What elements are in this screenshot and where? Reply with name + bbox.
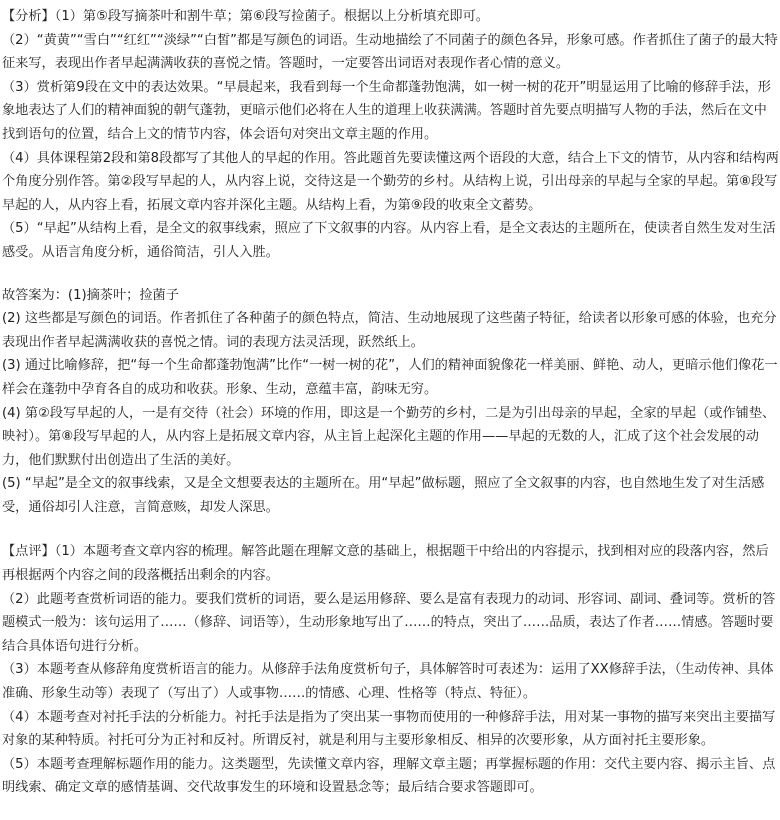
answer-header-line: 故答案为：(1)摘茶叶；捡菌子: [2, 287, 179, 303]
answer-item-2: (2) 这些都是写颜色的词语。作者抓住了各种菌子的颜色特点，简洁、生动地展现了这些菌子特征，给读者以形象可感的体验，也充分表现出作者早起满满收获的喜悦之情。词的表现方法灵活现，跃然纸上。: [2, 311, 777, 350]
answer-item-4: (4) 第②段写早起的人，一是有交待（社会）环境的作用，即这是一个勤劳的乡村，二是为引出母亲的早起，全家的早起（或作铺垫、映衬）。第⑧段写早起的人，从内容上是拓展文章内容，从主旨上起深化主题的作用——早起的无数的人，汇成了这个社会发展的动力，他们默默付出创造出了生活的美好。: [2, 405, 776, 468]
analysis-item-4: （4）具体课程第2段和第8段都写了其他人的早起的作用。答此题首先要读懂这两个语段的大意，结合上下文的情节，从内容和结构两个角度分别作答。第②段写早起的人，从内容上说，交待这是一个勤劳的乡村。从结构上说，引出母亲的早起与全家的早起。第⑧段写早起的人，从内容上看，拓展文章内容并深化主题。从结构上看，为第⑨段的收束全文蓄势。: [2, 150, 779, 213]
comment-item-3: （3）本题考查从修辞角度赏析语言的能力。从修辞手法角度赏析句子，具体解答时可表述为：运用了XX修辞手法，（生动传神、具体准确、形象生动等）表现了（写出了）人或事物……的情感、心理、性格等（特点、特征）。: [2, 662, 774, 702]
answer-section: [2, 284, 780, 520]
section-spacer: [2, 519, 780, 540]
analysis-item-2: （2）“黄黄”“雪白”“红红”“淡绿”“白皙”都是写颜色的词语。生动地描绘了不同菌子的颜色各异，形象可感。作者抓住了菌子的最大特征来写，表现出作者早起满满收获的喜悦之情。答题时，一定要答出词语对表现作者心情的意义。: [2, 32, 778, 72]
answer-item-5: (5) “早起”是全文的叙事线索，又是全文想要表达的主题所在。用“早起”做标题，照应了全文叙事的内容，也自然地生发了对生活感受，通俗却引人注意，言简意赅，却发人深思。: [2, 476, 765, 515]
comment-header-line: 【点评】（1）本题考查文章内容的梳理。解答此题在理解文意的基础上，根据题干中给出的内容提示，找到相对应的段落内容，然后再根据两个内容之间的段落概括出剩余的内容。: [2, 544, 769, 584]
analysis-item-5: （5）“早起”从结构上看，是全文的叙事线索，照应了下文叙事的内容。从内容上看，是全文表达的主题所在，使读者自然生发对生活感受。从语言角度分析，通俗简洁，引人入胜。: [2, 221, 776, 260]
comment-item-2: （2）此题考查赏析词语的能力。要我们赏析的词语，要么是运用修辞、要么是富有表现力的动词、形容词、副词、叠词等。赏析的答题模式一般为：该句运用了……（修辞、词语等），生动形象地写出了……的特点，突出了……品质，表达了作者……情感。答题时要结合具体语句进行分析。: [2, 591, 776, 654]
comment-item-4: （4）本题考查对衬托手法的分析能力。衬托手法是指为了突出某一事物而使用的一种修辞手法，用对某一事物的描写来突出主要描写对象的某种特质。衬托可分为正衬和反衬。所谓反衬，就是利用与主要形象相反、相异的次要形象，从方面衬托主要形象。: [2, 709, 776, 749]
analysis-section: [2, 5, 780, 265]
comment-item-5: （5）本题考查理解标题作用的能力。这类题型，先读懂文章内容，理解文章主题；再掌握标题的作用：交代主要内容、揭示主旨、点明线索、确定文章的感情基调、交代故事发生的环境和设置悬念等；最后结合要求答题即可。: [2, 756, 776, 796]
answer-item-3: (3) 通过比喻修辞，把“每一个生命都蓬勃饱满”比作“一树一树的花”，人们的精神面貌像花一样美丽、鲜艳、动人，更暗示他们像花一样会在蓬勃中孕育各自的成功和收获。形象、生动，意蕴丰富，韵味无穷。: [2, 358, 778, 397]
section-spacer: [2, 265, 780, 284]
comment-section: [2, 540, 780, 800]
analysis-header-line: 【分析】（1）第⑤段写摘茶叶和割牛草；第⑥段写捡菌子。根据以上分析填充即可。: [2, 9, 489, 24]
analysis-item-3: （3）赏析第9段在文中的表达效果。“早晨起来，我看到每一个生命都蓬勃饱满，如一树一树的花开”明显运用了比喻的修辞手法，形象地表达了人们的精神面貌的朝气蓬勃，更暗示他们必将在人生的道理上收获满满。答题时首先要点明描写人物的手法，然后在文中找到语句的位置，结合上文的情节内容，体会语句对突出文章主题的作用。: [2, 79, 771, 142]
